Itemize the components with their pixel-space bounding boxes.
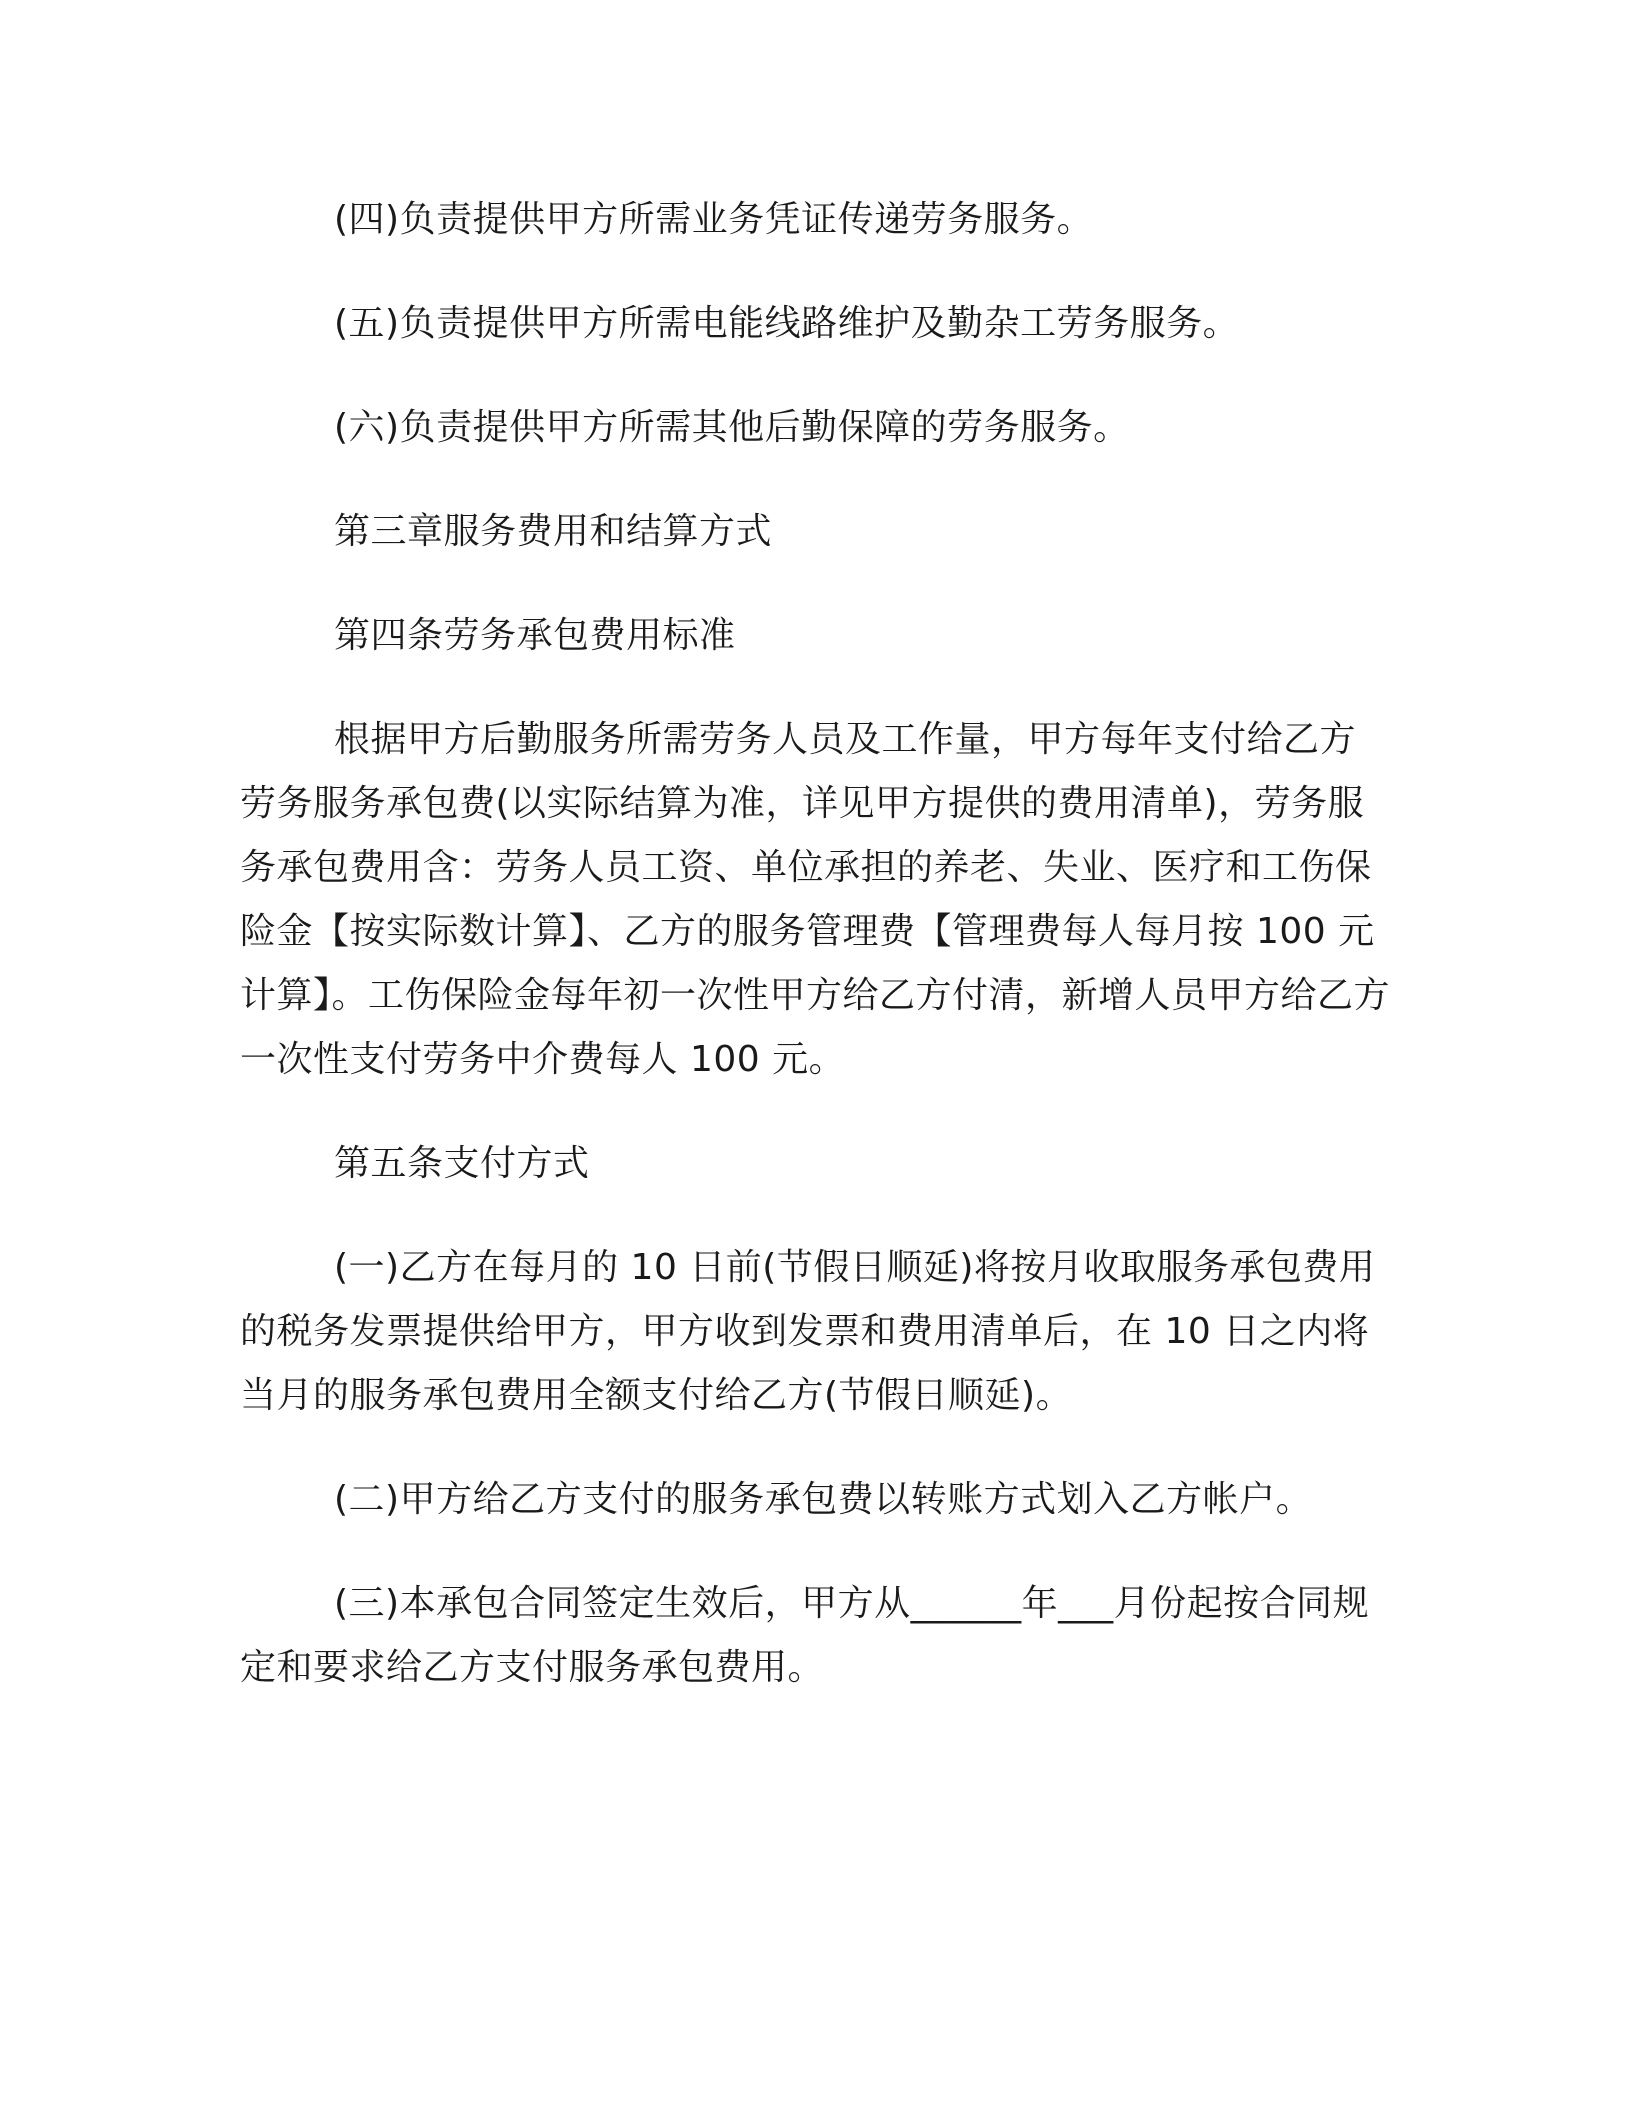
payment-clause-2: (二)甲方给乙方支付的服务承包费以转账方式划入乙方帐户。	[334, 1479, 1313, 1520]
payment-clause-3: (三)本承包合同签定生效后，甲方从______年___月份起按合同规定和要求给乙方支付服务承包费用。	[240, 1583, 1370, 1688]
payment-clause-1: (一)乙方在每月的 10 日前(节假日顺延)将按月收取服务承包费用的税务发票提供给甲方，甲方收到发票和费用清单后，在 10 日之内将当月的服务承包费用全额支付给乙方(节假日顺延)。	[240, 1247, 1376, 1416]
clause-item-4: (四)负责提供甲方所需业务凭证传递劳务服务。	[334, 199, 1094, 240]
article-4-body: 根据甲方后勤服务所需劳务人员及工作量，甲方每年支付给乙方劳务服务承包费(以实际结算为准，详见甲方提供的费用清单)，劳务服务承包费用含：劳务人员工资、单位承担的养老、失业、医疗和工伤保险金【按实际数计算】、乙方的服务管理费【管理费每人每月按 100 元计算】。工伤保险金每年初一次性甲方给乙方付清，新增人员甲方给乙方一次性支付劳务中介费每人 100 元。	[240, 719, 1391, 1080]
chapter-heading: 第三章服务费用和结算方式	[334, 511, 773, 552]
article-heading-5: 第五条支付方式	[334, 1143, 590, 1184]
clause-item-6: (六)负责提供甲方所需其他后勤保障的劳务服务。	[334, 407, 1130, 448]
clause-item-5: (五)负责提供甲方所需电能线路维护及勤杂工劳务服务。	[334, 303, 1240, 344]
article-heading-4: 第四条劳务承包费用标准	[334, 615, 736, 656]
document-body	[240, 188, 1390, 1740]
